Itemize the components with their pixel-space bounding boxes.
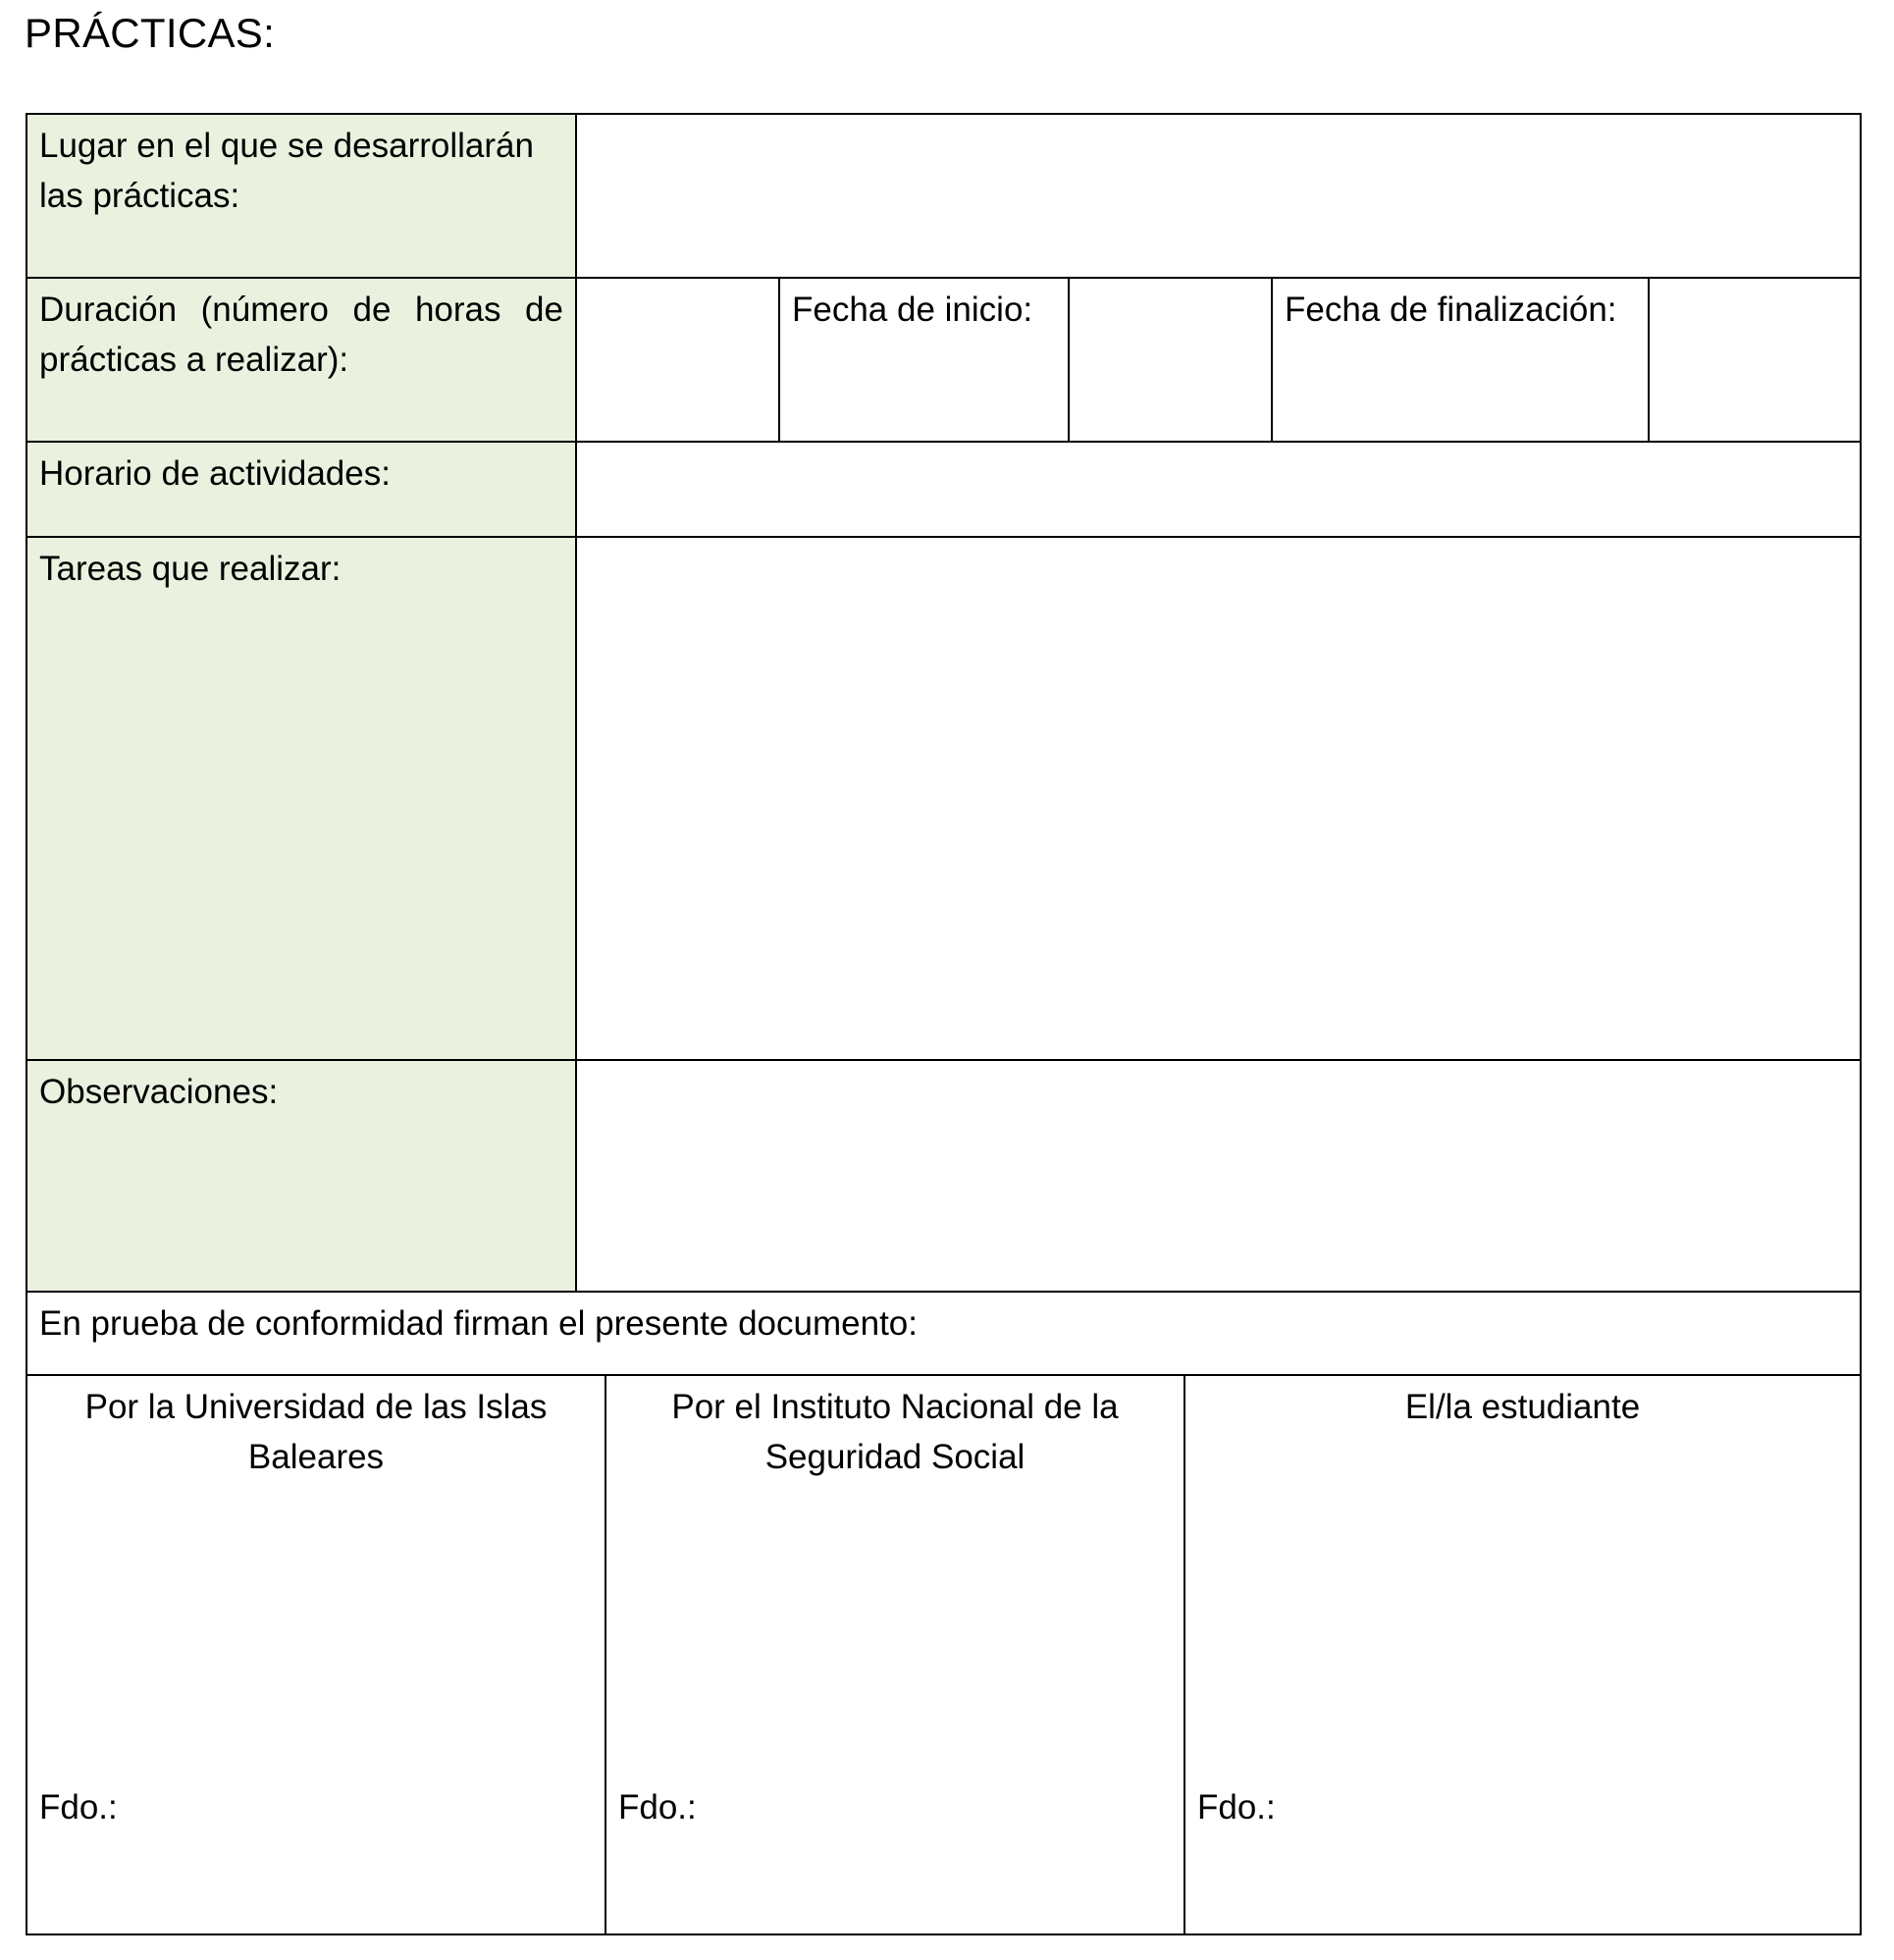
page-title: PRÁCTICAS: bbox=[25, 10, 276, 56]
lugar-label: Lugar en el que se desarrollarán las prácticas: bbox=[27, 115, 577, 279]
tareas-field[interactable] bbox=[577, 538, 1860, 1061]
signature-party-inss: Por el Instituto Nacional de la Seguridad Social bbox=[671, 1388, 1119, 1476]
horario-field[interactable] bbox=[577, 443, 1860, 538]
signature-fdo-estudiante: Fdo.: bbox=[1197, 1788, 1276, 1827]
signature-box-estudiante[interactable] bbox=[1185, 1376, 1860, 1934]
signature-fdo-inss: Fdo.: bbox=[618, 1788, 697, 1827]
signatures-row bbox=[27, 1376, 1860, 1934]
conformidad-text: En prueba de conformidad firman el presente documento: bbox=[27, 1293, 1860, 1376]
fecha-fin-label: Fecha de finalización: bbox=[1273, 279, 1650, 441]
fecha-fin-field[interactable] bbox=[1650, 279, 1860, 441]
signature-party-universidad: Por la Universidad de las Islas Baleares bbox=[84, 1388, 548, 1476]
fecha-inicio-field[interactable] bbox=[1070, 279, 1273, 441]
fecha-inicio-label: Fecha de inicio: bbox=[780, 279, 1070, 441]
observaciones-label: Observaciones: bbox=[27, 1061, 577, 1293]
signature-party-estudiante: El/la estudiante bbox=[1404, 1388, 1641, 1426]
duracion-label: Duración (número de horas de prácticas a realizar): bbox=[27, 279, 577, 443]
practicas-form-table bbox=[26, 113, 1862, 1935]
lugar-field[interactable] bbox=[577, 115, 1860, 279]
observaciones-field[interactable] bbox=[577, 1061, 1860, 1293]
signature-box-universidad[interactable] bbox=[27, 1376, 606, 1934]
tareas-label: Tareas que realizar: bbox=[27, 538, 577, 1061]
horario-label: Horario de actividades: bbox=[27, 443, 577, 538]
signature-fdo-universidad: Fdo.: bbox=[39, 1788, 118, 1827]
duracion-fechas-row bbox=[577, 279, 1860, 443]
signature-box-inss[interactable] bbox=[606, 1376, 1185, 1934]
duracion-field[interactable] bbox=[577, 279, 780, 441]
